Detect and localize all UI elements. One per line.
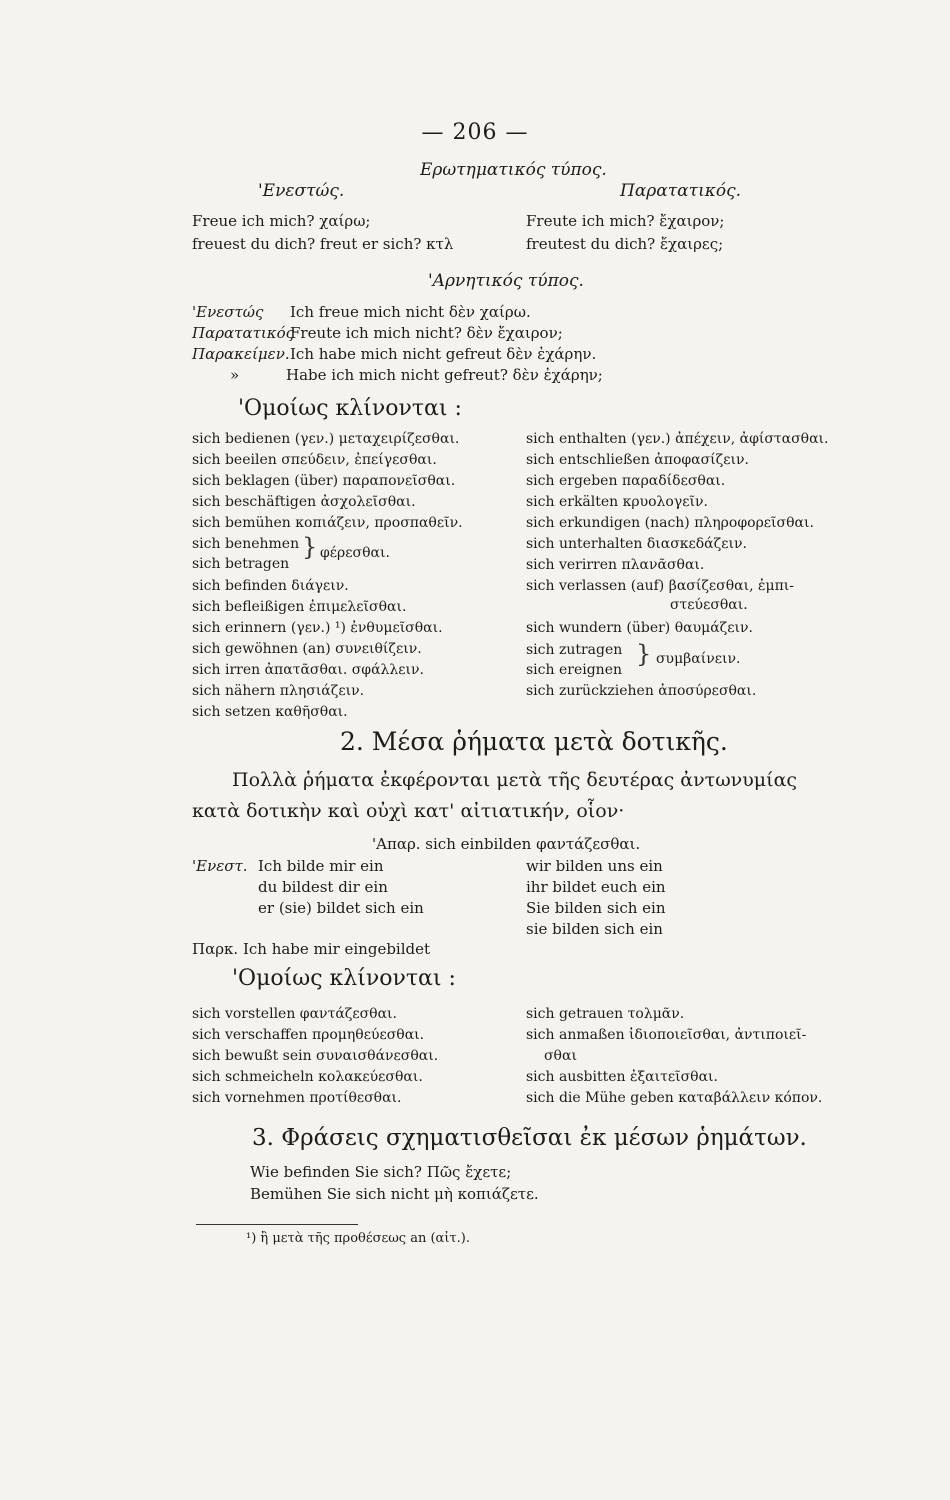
verb-entry: sich irren ἀπατᾶσθαι. σφάλλειν. [192, 662, 424, 678]
conjugation-line: du bildest dir ein [258, 878, 388, 896]
verb-entry: sich benehmen [192, 536, 300, 552]
conjugation-line: wir bilden uns ein [526, 857, 663, 875]
brace-translation: φέρεσθαι. [320, 545, 390, 561]
section-2-intro-line: Πολλὰ ῥήματα ἐκφέρονται μετὰ τῆς δευτέρας ἀντωνυμίας [232, 769, 798, 791]
verb-entry: sich enthalten (γεν.) ἀπέχειν, ἀφίστασθαι. [526, 431, 829, 447]
negative-text: Habe ich mich nicht gefreut? δὲν ἐχάρην; [286, 366, 603, 384]
present-label: 'Ενεστώς. [258, 181, 345, 201]
verb-entry: sich anmaßen ἰδιοποιεῖσθαι, ἀντιποιεῖ- [526, 1027, 807, 1043]
q-imperfect-line: freutest du dich? ἔχαιρες; [526, 235, 724, 253]
similarly-heading-2: 'Ομοίως κλίνονται : [232, 966, 456, 991]
negative-label: Παρατατικός [192, 324, 295, 342]
negative-text: Ich freue mich nicht δὲν χαίρω. [290, 303, 531, 321]
footnote: ¹) ἢ μετὰ τῆς προθέσεως an (αἰτ.). [246, 1231, 470, 1246]
verb-entry: sich schmeicheln κολακεύεσθαι. [192, 1069, 423, 1085]
verb-entry: sich erkundigen (nach) πληροφορεῖσθαι. [526, 515, 814, 531]
negative-heading: 'Αρνητικός τύπος. [428, 271, 584, 291]
verb-entry: sich verschaffen προμηθεύεσθαι. [192, 1027, 425, 1043]
similarly-heading-1: 'Ομοίως κλίνονται : [238, 396, 462, 421]
conjugation-line: er (sie) bildet sich ein [258, 899, 424, 917]
verb-entry: sich vornehmen προτίθεσθαι. [192, 1090, 402, 1106]
negative-label: » [230, 366, 240, 384]
negative-label: Παρακείμεν. [192, 345, 290, 363]
footnote-rule [196, 1224, 358, 1225]
phrase-line: Wie befinden Sie sich? Πῶς ἔχετε; [250, 1163, 512, 1181]
verb-entry: sich gewöhnen (an) συνειθίζειν. [192, 641, 422, 657]
verb-entry: sich bedienen (γεν.) μεταχειρίζεσθαι. [192, 431, 460, 447]
present-tense-label: 'Ενεστ. [192, 857, 248, 875]
verb-entry: sich unterhalten διασκεδάζειν. [526, 536, 747, 552]
verb-entry: sich verlassen (auf) βασίζεσθαι, ἐμπι- [526, 578, 795, 594]
verb-entry: sich zutragen [526, 642, 623, 658]
verb-entry: sich beschäftigen ἀσχολεῖσθαι. [192, 494, 416, 510]
interrogative-heading: Ερωτηματικός τύπος. [420, 160, 607, 180]
verb-entry: sich ereignen [526, 662, 622, 678]
negative-text: Ich habe mich nicht gefreut δὲν ἐχάρην. [290, 345, 597, 363]
conjugation-line: Sie bilden sich ein [526, 899, 666, 917]
q-present-line: freuest du dich? freut er sich? κτλ [192, 235, 454, 253]
verb-entry: sich nähern πλησιάζειν. [192, 683, 365, 699]
verb-entry: sich ergeben παραδίδεσθαι. [526, 473, 726, 489]
infinitive-line: 'Απαρ. sich einbilden φαντάζεσθαι. [372, 835, 641, 853]
section-3-title: 3. Φράσεις σχηματισθεῖσαι ἐκ μέσων ῥημάτων. [252, 1125, 807, 1151]
verb-entry-continuation: σθαι [544, 1048, 577, 1064]
verb-entry: sich vorstellen φαντάζεσθαι. [192, 1006, 397, 1022]
verb-entry: sich zurückziehen ἀποσύρεσθαι. [526, 683, 757, 699]
verb-entry: sich wundern (über) θαυμάζειν. [526, 620, 753, 636]
verb-entry: sich betragen [192, 556, 290, 572]
verb-entry: sich getrauen τολμᾶν. [526, 1006, 685, 1022]
phrase-line: Bemühen Sie sich nicht μὴ κοπιάζετε. [250, 1185, 539, 1203]
q-imperfect-line: Freute ich mich? ἔχαιρον; [526, 212, 725, 230]
conjugation-line: ihr bildet euch ein [526, 878, 666, 896]
verb-entry: sich bewußt sein συναισθάνεσθαι. [192, 1048, 439, 1064]
section-2-title: 2. Μέσα ῥήματα μετὰ δοτικῆς. [340, 727, 728, 756]
negative-text: Freute ich mich nicht? δὲν ἔχαιρον; [290, 324, 563, 342]
verb-entry: sich die Mühe geben καταβάλλειν κόπον. [526, 1090, 823, 1106]
negative-label: 'Ενεστώς [192, 303, 264, 321]
curly-brace: } [636, 640, 652, 668]
verb-entry: sich bemühen κοπιάζειν, προσπαθεῖν. [192, 515, 463, 531]
verb-entry: sich verirren πλανᾶσθαι. [526, 557, 705, 573]
conjugation-line: Ich bilde mir ein [258, 857, 384, 875]
page-number: — 206 — [421, 120, 529, 145]
section-2-intro-line: κατὰ δοτικὴν καὶ οὐχὶ κατ' αἰτιατικήν, οἷον· [192, 800, 625, 822]
perfect-tense-line: Παρκ. Ich habe mir eingebildet [192, 940, 431, 958]
verb-entry: sich befleißigen ἐπιμελεῖσθαι. [192, 599, 407, 615]
verb-entry: sich setzen καθῆσθαι. [192, 704, 348, 720]
imperfect-label: Παρατατικός. [620, 181, 742, 201]
verb-entry: sich erkälten κρυολογεῖν. [526, 494, 708, 510]
curly-brace: } [302, 533, 318, 561]
verb-entry-continuation: στεύεσθαι. [670, 597, 748, 613]
verb-entry: sich ausbitten ἐξαιτεῖσθαι. [526, 1069, 718, 1085]
brace-translation: συμβαίνειν. [656, 651, 741, 667]
verb-entry: sich beeilen σπεύδειν, ἐπείγεσθαι. [192, 452, 437, 468]
verb-entry: sich erinnern (γεν.) ¹) ἐνθυμεῖσθαι. [192, 620, 443, 636]
verb-entry: sich entschließen ἀποφασίζειν. [526, 452, 749, 468]
conjugation-line: sie bilden sich ein [526, 920, 663, 938]
q-present-line: Freue ich mich? χαίρω; [192, 212, 371, 230]
verb-entry: sich beklagen (über) παραπονεῖσθαι. [192, 473, 456, 489]
verb-entry: sich befinden διάγειν. [192, 578, 349, 594]
